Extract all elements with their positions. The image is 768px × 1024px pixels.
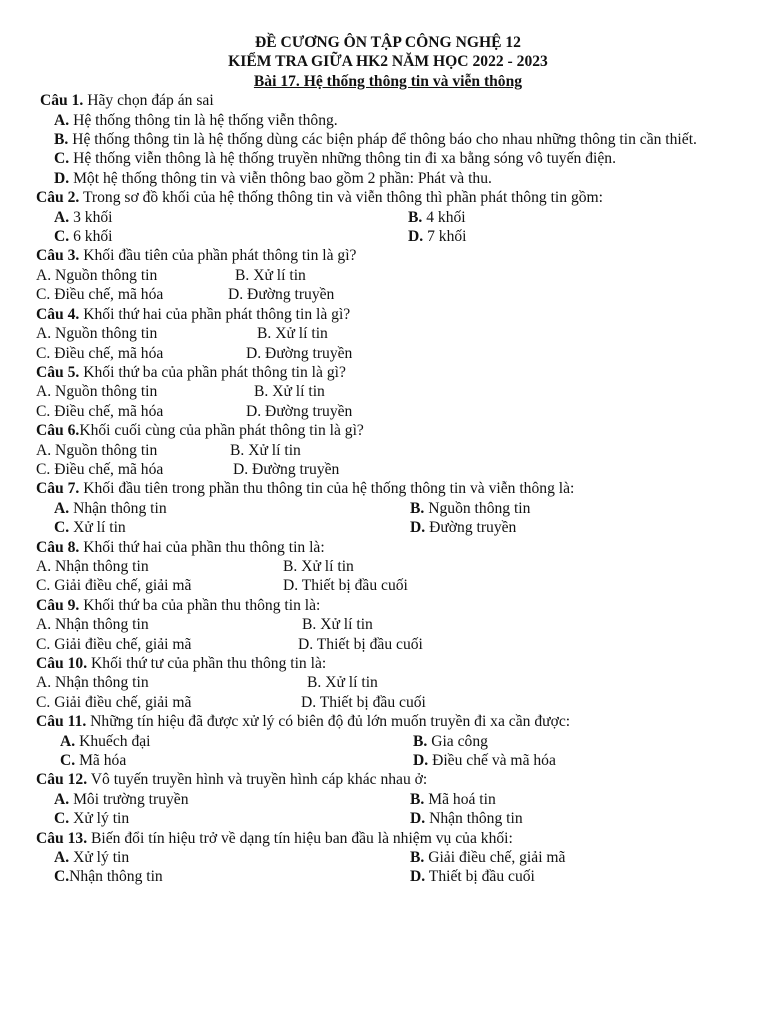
header-title: ĐỀ CƯƠNG ÔN TẬP CÔNG NGHỆ 12 (255, 34, 521, 51)
option-a: A. Nguồn thông tin (36, 383, 158, 401)
option-b: B. Giải điều chế, giải mã (410, 849, 566, 867)
option-d: D. Thiết bị đầu cuối (298, 635, 423, 653)
option-a: A. Nhận thông tin (54, 499, 167, 517)
option-d: D. Đường truyền (233, 460, 340, 478)
option-b: B. Xử lí tin (235, 266, 306, 284)
option-b: B. Xử lí tin (254, 383, 325, 401)
option-a: A. Nhận thông tin (36, 557, 149, 575)
question-label: Câu 3. (36, 247, 80, 265)
option-c: C. Điều chế, mã hóa (36, 344, 164, 362)
question-text: Khối đầu tiên của phần phát thông tin là gì? (79, 247, 357, 265)
option-a: A. Nhận thông tin (36, 616, 149, 634)
option-d: D. Thiết bị đầu cuối (410, 868, 535, 886)
option-a: A. 3 khối (54, 208, 113, 226)
question-3 (36, 246, 740, 304)
option-a: A. Nhận thông tin (36, 674, 149, 692)
option-a: A. Nguồn thông tin (36, 266, 158, 284)
option-c: C. 6 khối (54, 228, 113, 246)
question-13 (36, 829, 740, 887)
option-d: D. Một hệ thống thông tin và viễn thông bao gồm 2 phần: Phát và thu. (54, 169, 492, 187)
question-2 (36, 188, 740, 246)
question-label: Câu 5. (36, 363, 80, 381)
option-d: D. 7 khối (408, 228, 467, 246)
document-header (36, 33, 740, 91)
option-d: D. Nhận thông tin (410, 810, 523, 828)
option-c: C.Nhận thông tin (54, 868, 163, 886)
question-6 (36, 421, 740, 479)
option-a: A. Nguồn thông tin (36, 325, 158, 343)
question-text: Vô tuyến truyền hình và truyền hình cáp khác nhau ở: (87, 771, 428, 789)
option-b: B. 4 khối (408, 208, 466, 226)
question-text: Khối thứ ba của phần thu thông tin là: (79, 596, 321, 614)
question-4 (36, 305, 740, 363)
option-c: C. Mã hóa (60, 752, 127, 770)
option-c: C. Giải điều chế, giải mã (36, 693, 192, 711)
header-exam: KIỂM TRA GIỮA HK2 NĂM HỌC 2022 - 2023 (228, 53, 548, 71)
option-c: C. Xử lí tin (54, 519, 126, 537)
question-label: Câu 12. (36, 771, 88, 789)
option-b: B. Xử lí tin (302, 616, 373, 634)
question-label: Câu 10. (36, 655, 88, 672)
option-d: D. Điều chế và mã hóa (413, 752, 556, 770)
question-label: Câu 11. (36, 713, 87, 731)
question-8 (36, 538, 740, 596)
question-10 (36, 654, 740, 712)
option-d: D. Đường truyền (228, 286, 335, 304)
option-b: B. Xử lí tin (257, 325, 328, 343)
question-9 (36, 596, 740, 654)
question-text: Khối đầu tiên trong phần thu thông tin của hệ thống thông tin và viễn thông là: (79, 480, 575, 498)
question-11 (36, 712, 740, 770)
question-label: Câu 13. (36, 829, 88, 847)
option-d: D. Đường truyền (410, 519, 517, 537)
option-c: C. Điều chế, mã hóa (36, 402, 164, 420)
question-5 (36, 363, 740, 421)
question-text: Khối thứ hai của phần phát thông tin là gì? (79, 305, 351, 323)
option-b: B. Hệ thống thông tin là hệ thống dùng các biện pháp để thông báo cho nhau những thông tin cần thiết. (54, 131, 697, 149)
option-d: D. Đường truyền (246, 344, 353, 362)
option-c: C. Giải điều chế, giải mã (36, 577, 192, 595)
header-lesson: Bài 17. Hệ thống thông tin và viễn thông (253, 72, 523, 90)
option-d: D. Thiết bị đầu cuối (301, 693, 426, 711)
option-b: B. Mã hoá tin (410, 790, 496, 808)
question-text: Khối cuối cùng của phần phát thông tin là gì? (79, 422, 364, 440)
question-label: Câu 1. (40, 92, 84, 110)
option-a: A. Xử lý tin (54, 849, 130, 867)
question-label: Câu 7. (36, 480, 80, 498)
option-b: B. Nguồn thông tin (410, 499, 531, 517)
question-12 (36, 770, 740, 828)
option-c: C. Điều chế, mã hóa (36, 460, 164, 478)
option-a: A. Khuếch đại (60, 732, 151, 750)
option-c: C. Giải điều chế, giải mã (36, 635, 192, 653)
option-a: A. Hệ thống thông tin là hệ thống viễn thông. (54, 111, 338, 129)
question-label: Câu 4. (36, 305, 80, 323)
option-a: A. Nguồn thông tin (36, 441, 158, 459)
option-d: D. Đường truyền (246, 402, 353, 420)
question-text: Hãy chọn đáp án sai (83, 92, 214, 110)
question-7 (36, 479, 740, 537)
option-c: C. Xử lý tin (54, 810, 130, 828)
question-text: Trong sơ đồ khối của hệ thống thông tin và viễn thông thì phần phát thông tin gồm: (79, 189, 604, 207)
question-label: Câu 2. (36, 189, 80, 207)
question-label: Câu 8. (36, 538, 80, 556)
option-d: D. Thiết bị đầu cuối (283, 577, 408, 595)
option-b: B. Xử lí tin (307, 674, 378, 692)
question-text: Khối thứ hai của phần thu thông tin là: (79, 538, 325, 556)
option-c: C. Điều chế, mã hóa (36, 286, 164, 304)
question-text: Khối thứ tư của phần thu thông tin là: (87, 655, 327, 672)
option-b: B. Xử lí tin (283, 557, 354, 575)
option-b: B. Gia công (413, 732, 488, 750)
question-label: Câu 6. (36, 422, 80, 440)
option-a: A. Môi trường truyền (54, 790, 189, 808)
question-1 (36, 91, 740, 188)
option-c: C. Hệ thống viễn thông là hệ thống truyền những thông tin đi xa bằng sóng vô tuyến điện. (54, 150, 616, 168)
question-text: Khối thứ ba của phần phát thông tin là gì? (79, 363, 346, 381)
question-text: Biến đổi tín hiệu trở về dạng tín hiệu ban đầu là nhiệm vụ của khối: (87, 829, 513, 847)
question-text: Những tín hiệu đã được xử lý có biên độ đủ lớn muốn truyền đi xa cần được: (86, 713, 571, 731)
option-b: B. Xử lí tin (230, 441, 301, 459)
question-label: Câu 9. (36, 596, 80, 614)
